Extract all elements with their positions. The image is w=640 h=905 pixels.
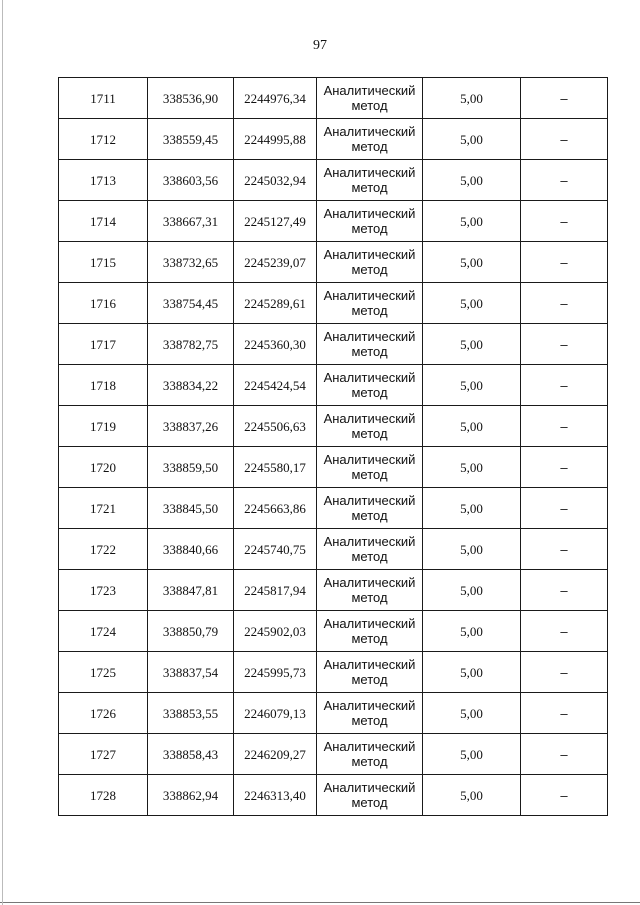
method-cell <box>317 283 423 324</box>
method-cell <box>317 652 423 693</box>
point-number-cell: 1718 <box>59 365 148 406</box>
method-label-line1: Аналитический <box>323 452 416 467</box>
method-label-line1: Аналитический <box>323 83 416 98</box>
table-row <box>59 447 608 488</box>
method-label-line2: метод <box>351 713 388 728</box>
precision-cell: 5,00 <box>423 201 521 242</box>
method-label-line1: Аналитический <box>323 206 416 221</box>
method-cell <box>317 324 423 365</box>
method-label-line2: метод <box>351 344 388 359</box>
method-label-line1: Аналитический <box>323 616 416 631</box>
table-row <box>59 775 608 816</box>
x-coordinate-cell: 338834,22 <box>148 365 234 406</box>
note-cell: – <box>521 283 608 324</box>
x-coordinate-cell: 338847,81 <box>148 570 234 611</box>
x-coordinate-cell: 338859,50 <box>148 447 234 488</box>
scan-edge-line-bottom <box>0 902 640 903</box>
note-cell: – <box>521 529 608 570</box>
x-coordinate-cell: 338845,50 <box>148 488 234 529</box>
note-cell: – <box>521 611 608 652</box>
method-label-line1: Аналитический <box>323 247 416 262</box>
note-cell: – <box>521 775 608 816</box>
y-coordinate-cell: 2244995,88 <box>234 119 317 160</box>
table-row <box>59 693 608 734</box>
point-number-cell: 1726 <box>59 693 148 734</box>
method-cell <box>317 570 423 611</box>
method-label-line2: метод <box>351 262 388 277</box>
table-row <box>59 611 608 652</box>
method-cell <box>317 365 423 406</box>
y-coordinate-cell: 2245663,86 <box>234 488 317 529</box>
point-number-cell: 1714 <box>59 201 148 242</box>
y-coordinate-cell: 2245032,94 <box>234 160 317 201</box>
method-cell <box>317 488 423 529</box>
y-coordinate-cell: 2246209,27 <box>234 734 317 775</box>
method-label-line1: Аналитический <box>323 657 416 672</box>
note-cell: – <box>521 78 608 119</box>
point-number-cell: 1716 <box>59 283 148 324</box>
method-cell <box>317 160 423 201</box>
note-cell: – <box>521 119 608 160</box>
method-cell <box>317 242 423 283</box>
page-number: 97 <box>313 38 327 53</box>
note-cell: – <box>521 201 608 242</box>
method-label-line1: Аналитический <box>323 739 416 754</box>
x-coordinate-cell: 338858,43 <box>148 734 234 775</box>
table-row <box>59 570 608 611</box>
precision-cell: 5,00 <box>423 570 521 611</box>
table-row <box>59 160 608 201</box>
method-label-line1: Аналитический <box>323 780 416 795</box>
y-coordinate-cell: 2245424,54 <box>234 365 317 406</box>
table-row <box>59 652 608 693</box>
method-label-line2: метод <box>351 631 388 646</box>
x-coordinate-cell: 338850,79 <box>148 611 234 652</box>
method-label-line1: Аналитический <box>323 698 416 713</box>
y-coordinate-cell: 2245902,03 <box>234 611 317 652</box>
note-cell: – <box>521 160 608 201</box>
table-body <box>59 78 608 816</box>
precision-cell: 5,00 <box>423 488 521 529</box>
precision-cell: 5,00 <box>423 611 521 652</box>
y-coordinate-cell: 2245289,61 <box>234 283 317 324</box>
x-coordinate-cell: 338837,26 <box>148 406 234 447</box>
y-coordinate-cell: 2246313,40 <box>234 775 317 816</box>
precision-cell: 5,00 <box>423 775 521 816</box>
note-cell: – <box>521 570 608 611</box>
method-label-line2: метод <box>351 221 388 236</box>
point-number-cell: 1717 <box>59 324 148 365</box>
y-coordinate-cell: 2245127,49 <box>234 201 317 242</box>
method-label-line2: метод <box>351 467 388 482</box>
precision-cell: 5,00 <box>423 447 521 488</box>
method-label-line2: метод <box>351 303 388 318</box>
method-label-line2: метод <box>351 139 388 154</box>
method-label-line1: Аналитический <box>323 288 416 303</box>
method-label-line2: метод <box>351 754 388 769</box>
point-number-cell: 1727 <box>59 734 148 775</box>
method-cell <box>317 447 423 488</box>
y-coordinate-cell: 2244976,34 <box>234 78 317 119</box>
x-coordinate-cell: 338732,65 <box>148 242 234 283</box>
table-row <box>59 78 608 119</box>
point-number-cell: 1720 <box>59 447 148 488</box>
note-cell: – <box>521 488 608 529</box>
method-label-line2: метод <box>351 98 388 113</box>
point-number-cell: 1719 <box>59 406 148 447</box>
method-cell <box>317 201 423 242</box>
precision-cell: 5,00 <box>423 78 521 119</box>
table-row <box>59 324 608 365</box>
precision-cell: 5,00 <box>423 693 521 734</box>
method-label-line1: Аналитический <box>323 575 416 590</box>
method-cell <box>317 775 423 816</box>
table-row <box>59 365 608 406</box>
x-coordinate-cell: 338667,31 <box>148 201 234 242</box>
point-number-cell: 1724 <box>59 611 148 652</box>
y-coordinate-cell: 2245740,75 <box>234 529 317 570</box>
note-cell: – <box>521 693 608 734</box>
y-coordinate-cell: 2245239,07 <box>234 242 317 283</box>
y-coordinate-cell: 2245580,17 <box>234 447 317 488</box>
x-coordinate-cell: 338837,54 <box>148 652 234 693</box>
x-coordinate-cell: 338603,56 <box>148 160 234 201</box>
method-label-line2: метод <box>351 180 388 195</box>
precision-cell: 5,00 <box>423 160 521 201</box>
y-coordinate-cell: 2245360,30 <box>234 324 317 365</box>
point-number-cell: 1722 <box>59 529 148 570</box>
method-label-line2: метод <box>351 385 388 400</box>
x-coordinate-cell: 338840,66 <box>148 529 234 570</box>
point-number-cell: 1723 <box>59 570 148 611</box>
precision-cell: 5,00 <box>423 406 521 447</box>
table-row <box>59 201 608 242</box>
precision-cell: 5,00 <box>423 242 521 283</box>
method-cell <box>317 119 423 160</box>
x-coordinate-cell: 338754,45 <box>148 283 234 324</box>
y-coordinate-cell: 2245995,73 <box>234 652 317 693</box>
coordinates-table <box>58 77 608 816</box>
note-cell: – <box>521 447 608 488</box>
precision-cell: 5,00 <box>423 324 521 365</box>
method-label-line1: Аналитический <box>323 165 416 180</box>
x-coordinate-cell: 338862,94 <box>148 775 234 816</box>
method-label-line2: метод <box>351 795 388 810</box>
note-cell: – <box>521 734 608 775</box>
method-label-line2: метод <box>351 590 388 605</box>
table-row <box>59 488 608 529</box>
scan-edge-line-left <box>2 0 3 905</box>
y-coordinate-cell: 2245817,94 <box>234 570 317 611</box>
table-row <box>59 734 608 775</box>
method-label-line2: метод <box>351 508 388 523</box>
point-number-cell: 1715 <box>59 242 148 283</box>
method-label-line1: Аналитический <box>323 124 416 139</box>
y-coordinate-cell: 2246079,13 <box>234 693 317 734</box>
method-label-line2: метод <box>351 549 388 564</box>
method-cell <box>317 693 423 734</box>
point-number-cell: 1725 <box>59 652 148 693</box>
point-number-cell: 1728 <box>59 775 148 816</box>
note-cell: – <box>521 652 608 693</box>
x-coordinate-cell: 338559,45 <box>148 119 234 160</box>
point-number-cell: 1712 <box>59 119 148 160</box>
table-row <box>59 406 608 447</box>
precision-cell: 5,00 <box>423 119 521 160</box>
method-label-line1: Аналитический <box>323 411 416 426</box>
point-number-cell: 1711 <box>59 78 148 119</box>
table-row <box>59 242 608 283</box>
y-coordinate-cell: 2245506,63 <box>234 406 317 447</box>
note-cell: – <box>521 406 608 447</box>
method-label-line1: Аналитический <box>323 534 416 549</box>
note-cell: – <box>521 365 608 406</box>
table-row <box>59 529 608 570</box>
method-label-line2: метод <box>351 672 388 687</box>
precision-cell: 5,00 <box>423 365 521 406</box>
method-label-line1: Аналитический <box>323 370 416 385</box>
x-coordinate-cell: 338853,55 <box>148 693 234 734</box>
point-number-cell: 1721 <box>59 488 148 529</box>
method-cell <box>317 406 423 447</box>
note-cell: – <box>521 324 608 365</box>
method-cell <box>317 611 423 652</box>
point-number-cell: 1713 <box>59 160 148 201</box>
method-cell <box>317 529 423 570</box>
precision-cell: 5,00 <box>423 734 521 775</box>
x-coordinate-cell: 338782,75 <box>148 324 234 365</box>
note-cell: – <box>521 242 608 283</box>
precision-cell: 5,00 <box>423 652 521 693</box>
method-label-line2: метод <box>351 426 388 441</box>
precision-cell: 5,00 <box>423 283 521 324</box>
table-row <box>59 283 608 324</box>
method-label-line1: Аналитический <box>323 493 416 508</box>
x-coordinate-cell: 338536,90 <box>148 78 234 119</box>
precision-cell: 5,00 <box>423 529 521 570</box>
method-label-line1: Аналитический <box>323 329 416 344</box>
coordinates-table-container <box>58 77 607 816</box>
method-cell <box>317 734 423 775</box>
method-cell <box>317 78 423 119</box>
table-row <box>59 119 608 160</box>
